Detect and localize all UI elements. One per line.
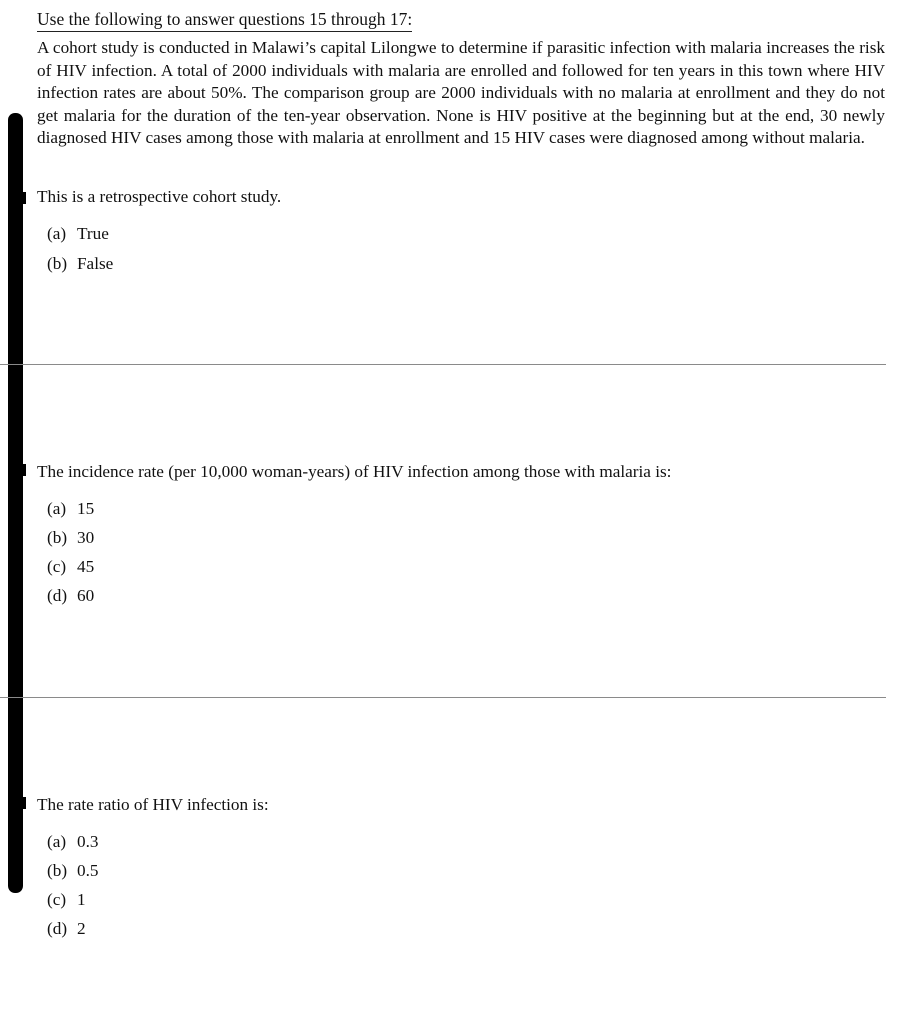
question-1-option-b xyxy=(47,253,113,275)
option-letter: (b) xyxy=(47,861,68,880)
option-text: True xyxy=(77,224,109,243)
question-2-option-c xyxy=(47,556,94,578)
question-3-option-d xyxy=(47,918,86,940)
question-number-mark xyxy=(23,797,26,809)
question-2-option-d xyxy=(47,585,94,607)
question-number-mark xyxy=(23,464,26,476)
question-3-option-a xyxy=(47,831,98,853)
question-3-option-c xyxy=(47,889,86,911)
question-number-mark xyxy=(23,192,26,204)
divider xyxy=(0,364,886,365)
scenario-paragraph: A cohort study is conducted in Malawi’s capital Lilongwe to determine if parasitic infection with malaria increases the risk of HIV infection. A total of 2000 individuals with malaria are enrolled and followed for ten years in this town where HIV infection rates are about 50%. The comparison group are 2000 individuals with no malaria at enrollment and they do not get malaria for the duration of the ten-year observation. None is HIV positive at the beginning but at the end, 30 newly diagnosed HIV cases among those with malaria at enrollment and 15 HIV cases were diagnosed among without malaria. xyxy=(37,38,885,147)
option-letter: (c) xyxy=(47,890,67,909)
option-text: False xyxy=(77,254,114,273)
option-text: 1 xyxy=(77,890,86,909)
question-2-text: The incidence rate (per 10,000 woman-years) of HIV infection among those with malaria is: xyxy=(37,462,672,481)
option-text: 0.5 xyxy=(77,861,99,880)
question-2-option-b xyxy=(47,527,94,549)
option-letter: (b) xyxy=(47,528,68,547)
option-text: 30 xyxy=(77,528,95,547)
divider xyxy=(0,697,886,698)
question-2-option-a xyxy=(47,498,94,520)
option-letter: (c) xyxy=(47,557,67,576)
question-3-text: The rate ratio of HIV infection is: xyxy=(37,795,269,814)
option-letter: (a) xyxy=(47,499,67,518)
question-3-option-b xyxy=(47,860,98,882)
question-1-option-a xyxy=(47,223,109,245)
option-text: 0.3 xyxy=(77,832,99,851)
option-text: 60 xyxy=(77,586,95,605)
question-1-text: This is a retrospective cohort study. xyxy=(37,187,282,206)
option-letter: (a) xyxy=(47,224,67,243)
option-text: 2 xyxy=(77,919,86,938)
option-letter: (d) xyxy=(47,919,68,938)
option-letter: (b) xyxy=(47,254,68,273)
intro-heading: Use the following to answer questions 15 through 17: xyxy=(37,8,412,32)
redaction-bar xyxy=(8,113,23,893)
option-letter: (a) xyxy=(47,832,67,851)
option-letter: (d) xyxy=(47,586,68,605)
option-text: 45 xyxy=(77,557,95,576)
option-text: 15 xyxy=(77,499,95,518)
